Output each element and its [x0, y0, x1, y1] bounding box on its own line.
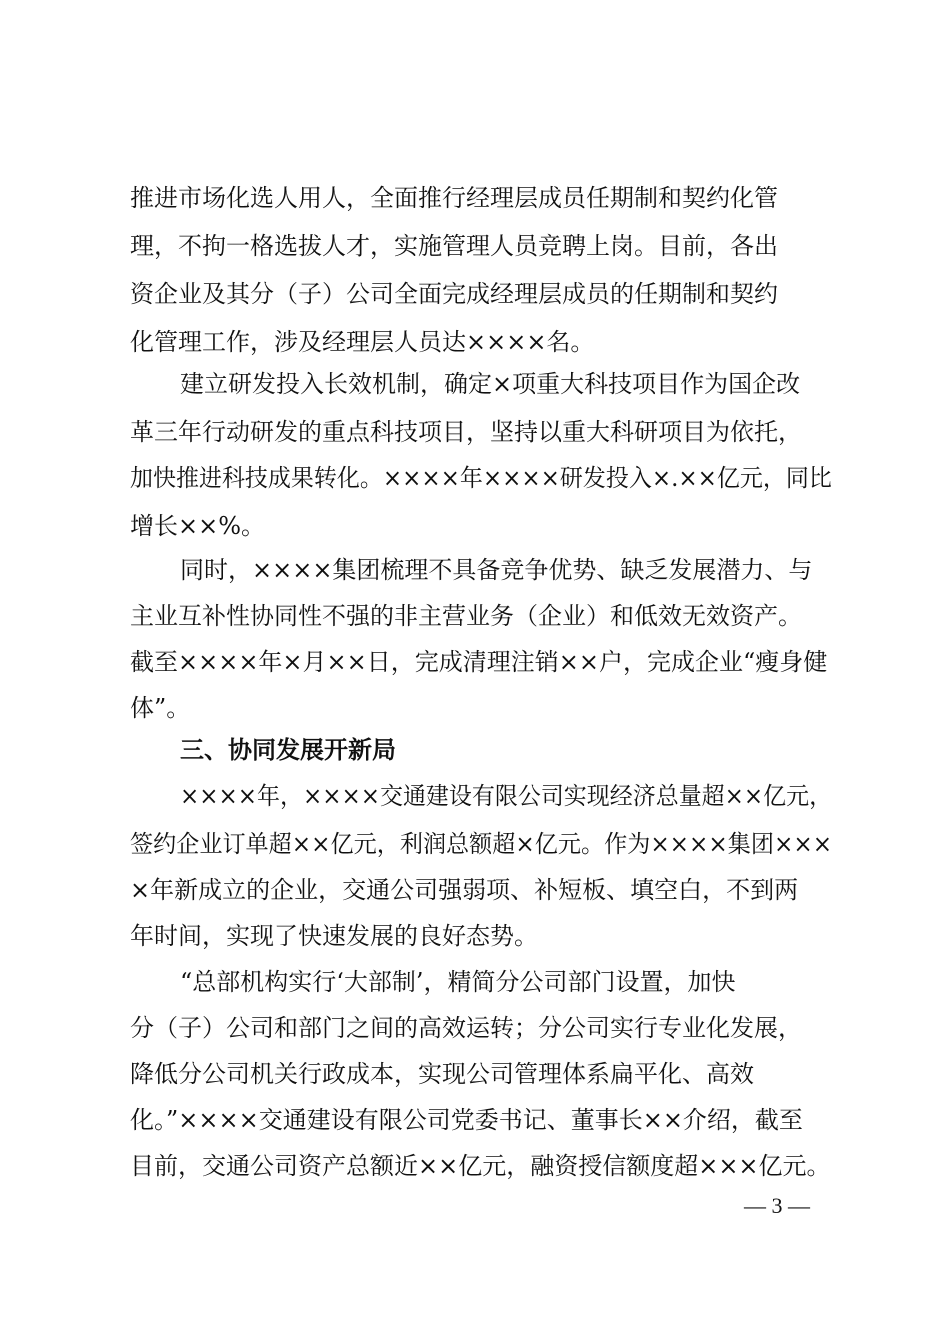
- text-line: 资企业及其分（子）公司全面完成经理层成员的任期制和契约: [130, 280, 778, 308]
- text-line: ×年新成立的企业，交通公司强弱项、补短板、填空白，不到两: [130, 876, 799, 904]
- text-line: 建立研发投入长效机制，确定×项重大科技项目作为国企改: [180, 370, 801, 398]
- text-line: 截至××××年×月××日，完成清理注销××户，完成企业“瘦身健: [130, 648, 828, 676]
- text-line: 增长××%。: [130, 512, 266, 540]
- section-heading: 三、协同发展开新局: [180, 736, 396, 764]
- text-line: 加快推进科技成果转化。××××年××××研发投入×.××亿元，同比: [130, 464, 832, 492]
- text-line: 体”。: [130, 694, 191, 722]
- text-line: 签约企业订单超××亿元，利润总额超×亿元。作为××××集团×××: [130, 830, 833, 858]
- text-line: 化管理工作，涉及经理层人员达××××名。: [130, 328, 595, 356]
- text-line: 推进市场化选人用人，全面推行经理层成员任期制和契约化管: [130, 184, 778, 212]
- text-line: 化。”××××交通建设有限公司党委书记、董事长××介绍，截至: [130, 1106, 803, 1134]
- text-line: ××××年，××××交通建设有限公司实现经济总量超××亿元，: [180, 782, 833, 810]
- text-line: 革三年行动研发的重点科技项目，坚持以重大科研项目为依托，: [130, 418, 802, 446]
- text-line: 降低分公司机关行政成本，实现公司管理体系扁平化、高效: [130, 1060, 754, 1088]
- page-number: — 3 —: [744, 1193, 810, 1218]
- text-line: 主业互补性协同性不强的非主营业务（企业）和低效无效资产。: [130, 602, 802, 630]
- text-line: 理，不拘一格选拔人才，实施管理人员竞聘上岗。目前，各出: [130, 232, 778, 260]
- text-line: 分（子）公司和部门之间的高效运转；分公司实行专业化发展，: [130, 1014, 802, 1042]
- text-line: 目前，交通公司资产总额近××亿元，融资授信额度超×××亿元。: [130, 1152, 831, 1180]
- text-line: “总部机构实行‘大部制’，精简分公司部门设置，加快: [180, 968, 736, 996]
- text-line: 年时间，实现了快速发展的良好态势。: [130, 922, 538, 950]
- text-line: 同时，××××集团梳理不具备竞争优势、缺乏发展潜力、与: [180, 556, 813, 584]
